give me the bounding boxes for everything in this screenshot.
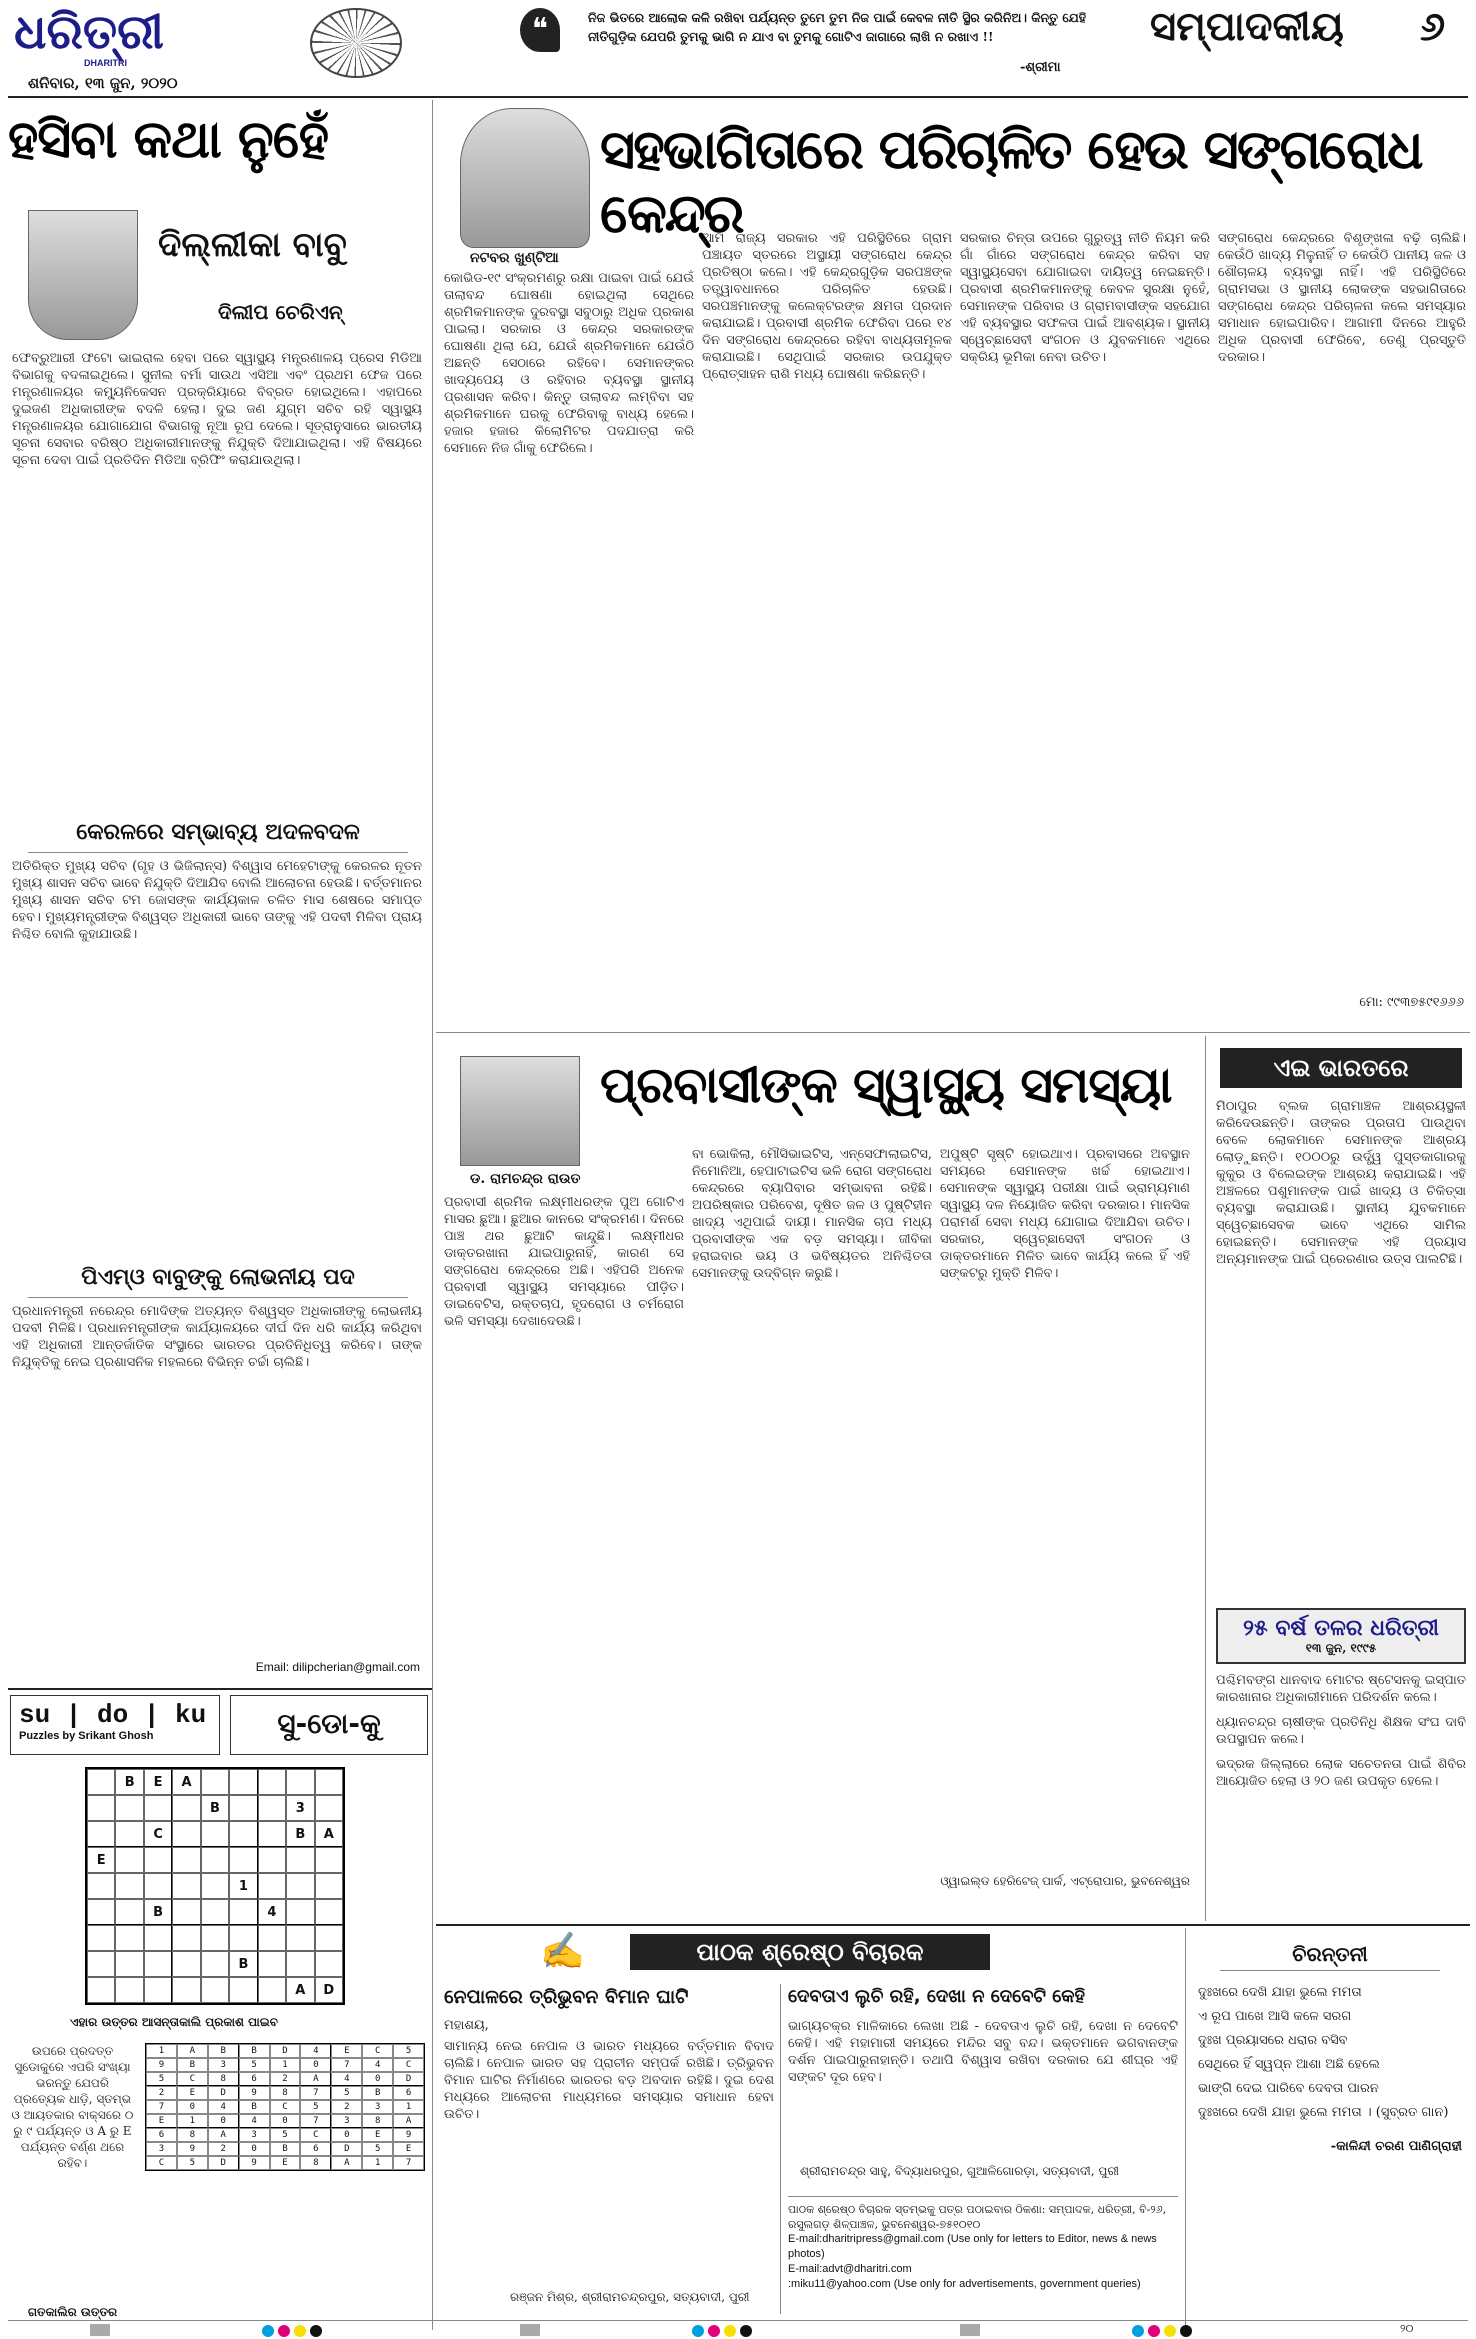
sudoku-answer-cell: A [208, 2128, 239, 2142]
sudoku-answer-cell: 5 [331, 2086, 362, 2100]
sudoku-grid-cell [229, 1899, 257, 1925]
poem-line-5: ଭାଙ୍ଗି ଦେଇ ପାରିବେ ଦେବତା ପାରନ [1198, 2081, 1379, 2096]
lead-body-d: ସଙ୍ଗରୋଧ କେନ୍ଦ୍ରରେ ବିଶୃଙ୍ଖଳା ବଢ଼ି ଚାଲିଛି। କେଉଁଠି ଖାଦ୍ୟ ମିଳୁନାହିଁ ତ କେଉଁଠି ପାନୀୟ ଜଳ ଓ ଶୌଚାଳୟ ବ୍ୟବସ୍ଥା ନାହିଁ। ଏହି ପରିସ୍ଥିତିରେ ଗ୍ରାମସଭା ଓ ସ୍ଥାନୀୟ ଲୋକଙ୍କ ସହଭାଗିତାରେ ସଙ୍ଗରୋଧ କେନ୍ଦ୍ର ପରିଚାଳନା କଲେ ସମସ୍ୟାର ସମାଧାନ ହୋଇପାରିବ। ଆଗାମୀ ଦିନରେ ଆହୁରି ଅଧିକ ପ୍ରବାସୀ ଫେରିବେ, ତେଣୁ ପ୍ରସ୍ତୁତି ଦରକାର। [1218, 231, 1466, 365]
sudoku-grid-cell [201, 1847, 229, 1873]
sudoku-grid-cell: A [172, 1769, 200, 1795]
poem-line-1: ଦୁଃଖରେ ଦେଖି ଯାହା ଭୁଲେ ମମତା [1198, 1985, 1362, 2000]
sudoku-answer-cell: 0 [208, 2114, 239, 2128]
sudoku-answer-cell: 7 [331, 2058, 362, 2072]
cyan-dot [692, 2325, 704, 2337]
sudoku-grid-cell [115, 1951, 143, 1977]
col1-title: ହସିବା କଥା ନୁହେଁ [8, 110, 329, 170]
poem-panel [1190, 1934, 1470, 2314]
section-title: ସମ୍ପାଦକୀୟ [1150, 4, 1344, 50]
sudoku-grid-cell [144, 1795, 172, 1821]
sudoku-grid-cell [201, 1925, 229, 1951]
sudoku-grid-cell [258, 1873, 286, 1899]
col1-email: Email: dilipcherian@gmail.com [255, 1660, 420, 1674]
sudoku-answer-cell: 8 [208, 2072, 239, 2086]
sudoku-answer-cell: A [300, 2072, 331, 2086]
sudoku-answer-grid [145, 2043, 425, 2171]
color-bar-mid-left [520, 2324, 540, 2336]
sudoku-rules: ଉପରେ ପ୍ରଦତ୍ତ ସୁଡୋକୁରେ ଏପରି ସଂଖ୍ୟା ଭରନ୍ତୁ ଯେପରି ପ୍ରତ୍ୟେକ ଧାଡ଼ି, ସ୍ତମ୍ଭ ଓ ଆୟତକାର ବାକ୍ସରେ ୦ ରୁ ୯ ପର୍ଯ୍ୟନ୍ତ ଓ A ରୁ E ପର୍ଯ୍ୟନ୍ତ ବର୍ଣ୍ଣ ଥରେ ରହିବ। [11, 2044, 134, 2170]
sudoku-answer-cell: 1 [146, 2044, 177, 2058]
cmyk-dots-left [260, 2322, 324, 2339]
sudoku-answer-cell: 3 [362, 2100, 393, 2114]
poem-line-2: ଏ ରୂପ ପାଖେ ଆସି କଳେ ସରଗ [1198, 2009, 1352, 2024]
sudoku-answer-cell: 3 [239, 2128, 270, 2142]
sudoku-grid [85, 1767, 345, 2005]
sudoku-grid-cell [172, 1899, 200, 1925]
sudoku-grid-cell [172, 1925, 200, 1951]
sudoku-answer-cell: 9 [239, 2086, 270, 2100]
second-byline: ଡ. ରାମଚନ୍ଦ୍ର ରାଉତ [470, 1171, 581, 1187]
letters-notice-address: ପାଠକ ଶ୍ରେଷ୍ଠ ବିଚାରକ ସ୍ତମ୍ଭକୁ ପତ୍ର ପଠାଇବାର ଠିକଣା: ସମ୍ପାଦକ, ଧରିତ୍ରୀ, ବି-୨୬, ରସୁଲଗଡ଼ ଶିଳ୍ପାଞ୍ଚଳ, ଭୁବନେଶ୍ୱର-୭୫୧୦୧୦ [788, 2203, 1167, 2231]
page-number: ୬ [1420, 4, 1446, 50]
sudoku-answer-cell: E [331, 2044, 362, 2058]
footer-page-code: ୨୦ [1400, 2322, 1414, 2335]
sudoku-grid-cell [144, 1925, 172, 1951]
ei-bharatare-title: ଏଇ ଭାରତରେ [1220, 1048, 1462, 1088]
sudoku-answer-cell: 9 [239, 2156, 270, 2170]
color-bar-mid-right [960, 2324, 980, 2336]
sudoku-grid-cell [172, 1847, 200, 1873]
sudoku-grid-cell [229, 1795, 257, 1821]
subhead-2-rule [28, 1297, 408, 1298]
sudoku-answer-cell: 9 [146, 2058, 177, 2072]
sudoku-answer-cell: D [208, 2156, 239, 2170]
sudoku-answer-cell: E [270, 2156, 301, 2170]
sudoku-grid-cell: B [229, 1951, 257, 1977]
letter-1-author: ରଞ୍ଜନ ମିଶ୍ର, ଶ୍ରୀରାମଚନ୍ଦ୍ରପୁର, ସତ୍ୟବାଦୀ, ପୁରୀ [510, 2290, 750, 2304]
col1-body-1: ଫେବ୍ରୁଆରୀ ଫଟୋ ଭାଇରାଲ ହେବା ପରେ ସ୍ୱାସ୍ଥ୍ୟ ମନ୍ତ୍ରଣାଳୟ ପ୍ରେସ ମିଡିଆ ବିଭାଗକୁ ବଦଳାଇଥିଲେ। ସୁନୀଲ ବର୍ମା ସାଉଥ ଏସିଆ ଏବଂ ପ୍ରଥମ ଫେଜ ପରେ ମନ୍ତ୍ରଣାଳୟର କମ୍ୟୁନିକେସନ ପ୍ରକ୍ରିୟାରେ ବିବ୍ରତ ହୋଇଥିଲେ। ଏହାପରେ ଦୁଇଜଣ ଅଧିକାରୀଙ୍କ ବଦଳି ହେଲା। ଦୁଇ ଜଣ ଯୁଗ୍ମ ସଚିବ ରହି ସ୍ୱାସ୍ଥ୍ୟ ମନ୍ତ୍ରଣାଳୟର ଯୋଗାଯୋଗ ବିଭାଗକୁ ନୂଆ ରୂପ ଦେଲେ। ସୂତ୍ରାନୁସାରେ ଭାରତୀୟ ସୂଚନା ସେବାର ବରିଷ୍ଠ ଅଧିକାରୀମାନଙ୍କୁ ନିଯୁକ୍ତି ଦିଆଯାଇଥିଲା। ଏହି ବିଷୟରେ ସୂଚନା ଦେବା ପାଇଁ ପ୍ରତିଦିନ ମିଡିଆ ବ୍ରିଫିଂ କରାଯାଉଥିଲା। [12, 351, 422, 468]
sudoku-grid-cell [144, 1977, 172, 2003]
black-dot [310, 2325, 322, 2337]
sudoku-answer-cell: 1 [270, 2058, 301, 2072]
black-dot [740, 2325, 752, 2337]
sudoku-answer-cell: 5 [362, 2142, 393, 2156]
sudoku-grid-cell [87, 1821, 115, 1847]
sudoku-grid-cell [172, 1951, 200, 1977]
second-body-c: ଅପୁଷ୍ଟି ସୃଷ୍ଟି ହୋଇଥାଏ। ପ୍ରବାସରେ ଅବସ୍ଥାନ ସମୟରେ ସେମାନଙ୍କ ଖର୍ଚ୍ଚ ହୋଇଥାଏ। ସେମାନଙ୍କ ସ୍ୱାସ୍ଥ୍ୟ ପରୀକ୍ଷା ପାଇଁ ଭ୍ରାମ୍ୟମାଣ ସ୍ୱାସ୍ଥ୍ୟ ଦଳ ନିୟୋଜିତ କରିବା ଦରକାର। ମାନସିକ ପରାମର୍ଶ ସେବା ମଧ୍ୟ ଯୋଗାଇ ଦିଆଯିବା ଉଚିତ। ସରକାର, ସ୍ୱେଚ୍ଛାସେବୀ ସଂଗଠନ ଓ ଡାକ୍ତରମାନେ ମିଳିତ ଭାବେ କାର୍ଯ୍ୟ କଲେ ହିଁ ଏହି ସଙ୍କଟରୁ ମୁକ୍ତି ମିଳିବ। [940, 1147, 1190, 1281]
years-ago-item-2: ଧ୍ୟାନଚନ୍ଦ୍ର ଚାଷୀଙ୍କ ପ୍ରତିନିଧି ଶିକ୍ଷକ ସଂଘ ଦାବି ଉପସ୍ଥାପନ କଲେ। [1216, 1715, 1466, 1747]
poem-line-6: ଦୁଃଖରେ ଦେଖି ଯାହା ଭୁଲେ ମମତା । (ସୁବ୍ରତ ଗାନ) [1198, 2105, 1449, 2120]
sudoku-answer-cell: 2 [208, 2142, 239, 2156]
col1-body-3: ପ୍ରଧାନମନ୍ତ୍ରୀ ନରେନ୍ଦ୍ର ମୋଦିଙ୍କ ଅତ୍ୟନ୍ତ ବିଶ୍ୱସ୍ତ ଅଧିକାରୀଙ୍କୁ ଲୋଭନୀୟ ପଦବୀ ମିଳିଛି। ପ୍ରଧାନମନ୍ତ୍ରୀଙ୍କ କାର୍ଯ୍ୟାଳୟରେ ଦୀର୍ଘ ଦିନ ଧରି କାର୍ଯ୍ୟ କରିଥିବା ଏହି ଅଧିକାରୀ ଆନ୍ତର୍ଜାତିକ ସଂସ୍ଥାରେ ଭାରତର ପ୍ରତିନିଧିତ୍ୱ କରିବେ। ତାଙ୍କ ନିଯୁକ୍ତିକୁ ନେଇ ପ୍ରଶାସନିକ ମହଲରେ ବିଭିନ୍ନ ଚର୍ଚ୍ଚା ଚାଲିଛି। [12, 1304, 422, 1370]
sudoku-grid-cell: 4 [258, 1899, 286, 1925]
sudoku-grid-cell: D [315, 1977, 343, 2003]
sudoku-answer-cell: 6 [146, 2128, 177, 2142]
sudoku-answer-cell: B [208, 2044, 239, 2058]
sudoku-answer-cell: 0 [270, 2114, 301, 2128]
sudoku-answer-cell: 5 [146, 2072, 177, 2086]
sudoku-grid-cell [87, 1899, 115, 1925]
sudoku-grid-cell [172, 1795, 200, 1821]
letters-notice-email-advt[interactable]: E-mail:advt@dharitri.com [788, 2263, 912, 2275]
ashoka-wheel-icon [310, 8, 402, 78]
sudoku-answer-cell: B [362, 2086, 393, 2100]
poem-line-3: ଦୁଃଖ ପ୍ରୟାସରେ ଧରାର ବସିବ [1198, 2033, 1348, 2048]
years-ago-item-3: ଭଦ୍ରକ ଜିଲ୍ଲାରେ ଲୋକ ସଚେତନତା ପାଇଁ ଶିବିର ଆୟୋଜିତ ହେଲା ଓ ୨୦ ଜଣ ଉପକୃତ ହେଲେ। [1216, 1757, 1466, 1789]
sudoku-answer-cell: 7 [300, 2086, 331, 2100]
sudoku-answer-cell: C [177, 2072, 208, 2086]
letter-2-body: ଭାଗ୍ୟଚକ୍ର ମାଳିକାରେ ଲେଖା ଅଛି - ଦେବତାଏ ଲୁଚି ରହି, ଦେଖା ନ ଦେବେଟି କେହି। ଏହି ମହାମାରୀ ସମୟରେ ମନ୍ଦିର ସବୁ ବନ୍ଦ। ଭକ୍ତମାନେ ଭଗବାନଙ୍କ ଦର୍ଶନ ପାଇପାରୁନାହାନ୍ତି। ତଥାପି ବିଶ୍ୱାସ ରଖିବା ଦରକାର ଯେ ଶୀଘ୍ର ଏହି ସଙ୍କଟ ଦୂର ହେବ। [788, 2019, 1178, 2085]
second-title: ପ୍ରବାସୀଙ୍କ ସ୍ୱାସ୍ଥ୍ୟ ସମସ୍ୟା [600, 1056, 1172, 1114]
sudoku-top-rule [8, 1688, 432, 1690]
sudoku-grid-cell [201, 1899, 229, 1925]
sudoku-grid-cell [286, 1873, 314, 1899]
sudoku-grid-cell [229, 1925, 257, 1951]
sudoku-answer-cell: B [239, 2044, 270, 2058]
sudoku-answer-label: ଗତକାଲିର ଉତ୍ତର [27, 2305, 118, 2319]
black-dot [1180, 2325, 1192, 2337]
sudoku-answer-cell: C [362, 2044, 393, 2058]
yellow-dot [724, 2325, 736, 2337]
sudoku-grid-cell: 3 [286, 1795, 314, 1821]
sudoku-grid-cell [201, 1769, 229, 1795]
sudoku-answer-cell: 1 [362, 2156, 393, 2170]
sudoku-answer-cell: 5 [393, 2044, 424, 2058]
sudoku-grid-cell [172, 1821, 200, 1847]
sudoku-grid-cell [201, 1821, 229, 1847]
sudoku-answer-cell: 0 [177, 2100, 208, 2114]
sudoku-answer-cell: 6 [300, 2142, 331, 2156]
sudoku-grid-cell [115, 1899, 143, 1925]
sudoku-grid-cell [87, 1977, 115, 2003]
cyan-dot [1132, 2325, 1144, 2337]
sudoku-brand-box [10, 1695, 220, 1755]
sudoku-grid-cell [115, 1925, 143, 1951]
sudoku-grid-cell [258, 1977, 286, 2003]
lead-article [440, 100, 1470, 1030]
sudoku-answer-cell: 5 [270, 2128, 301, 2142]
sudoku-grid-cell [286, 1769, 314, 1795]
lead-body-b: ଆମ ରାଜ୍ୟ ସରକାର ଏହି ପରିସ୍ଥିତିରେ ଗ୍ରାମ ପଞ୍ଚାୟତ ସ୍ତରରେ ଅସ୍ଥାୟୀ ସଙ୍ଗରୋଧ କେନ୍ଦ୍ର ପ୍ରତିଷ୍ଠା କଲେ। ଏହି କେନ୍ଦ୍ରଗୁଡ଼ିକ ସରପଞ୍ଚଙ୍କ ତତ୍ତ୍ୱାବଧାନରେ ପରିଚାଳିତ ହେଉଛି। ସରପଞ୍ଚମାନଙ୍କୁ କଲେକ୍ଟରଙ୍କ କ୍ଷମତା ପ୍ରଦାନ କରାଯାଇଛି। ପ୍ରବାସୀ ଶ୍ରମିକ ଫେରିବା ପରେ ୧୪ ଦିନ ସଙ୍ଗରୋଧ କେନ୍ଦ୍ରରେ ରହିବା ବାଧ୍ୟତାମୂଳକ କରାଯାଇଛି। ସେଥିପାଇଁ ସରକାର ଉପଯୁକ୍ତ ପ୍ରୋତ୍ସାହନ ରାଶି ମଧ୍ୟ ଘୋଷଣା କରିଛନ୍ତି। [702, 231, 952, 382]
sudoku-note: ଏହାର ଉତ୍ତର ଆସନ୍ତାକାଲି ପ୍ରକାଶ ପାଇବ [70, 2015, 278, 2029]
yellow-dot [294, 2325, 306, 2337]
yellow-dot [1164, 2325, 1176, 2337]
lead-body-a: କୋଭିଡ-୧୯ ସଂକ୍ରମଣରୁ ରକ୍ଷା ପାଇବା ପାଇଁ ଯେଉଁ ତାଲାବନ୍ଦ ଘୋଷଣା ହୋଇଥିଲା ସେଥିରେ ଶ୍ରମିକମାନଙ୍କ ଦୁରବସ୍ଥା ସବୁଠାରୁ ଅଧିକ ପ୍ରକାଶ ପାଇଲା। ସରକାର ଓ କେନ୍ଦ୍ର ସରକାରଙ୍କ ଘୋଷଣା ଥିଲା ଯେ, ଯେଉଁ ଶ୍ରମିକମାନେ ଯେଉଁଠି ଅଛନ୍ତି ସେଠାରେ ରହିବେ। ସେମାନଙ୍କର ଖାଦ୍ୟପେୟ ଓ ରହିବାର ବ୍ୟବସ୍ଥା ସ୍ଥାନୀୟ ପ୍ରଶାସନ କରିବ। କିନ୍ତୁ ତାଲାବନ୍ଦ ଲମ୍ବିବା ସହ ଶ୍ରମିକମାନେ ଘରକୁ ଫେରିବାକୁ ବାଧ୍ୟ ହେଲେ। ହଜାର ହଜାର କିଲୋମିଟର ପଦଯାତ୍ରା କରି ସେମାନେ ନିଜ ଗାଁକୁ ଫେରିଲେ। [444, 271, 694, 456]
lead-byline: ନଟବର ଖୁଣ୍ଟିଆ [470, 250, 559, 266]
column-left [8, 100, 428, 1680]
sudoku-grid-cell: A [315, 1821, 343, 1847]
sudoku-grid-cell: B [144, 1899, 172, 1925]
sudoku-answer-cell: 0 [362, 2072, 393, 2086]
sudoku-answer-cell: C [146, 2156, 177, 2170]
sudoku-grid-cell [258, 1951, 286, 1977]
sudoku-answer-cell: 6 [393, 2086, 424, 2100]
letters-top-rule [436, 1924, 1470, 1926]
cyan-dot [262, 2325, 274, 2337]
sudoku-grid-cell [87, 1769, 115, 1795]
sudoku-grid-cell [115, 1873, 143, 1899]
col1-body-2: ଅତିରିକ୍ତ ମୁଖ୍ୟ ସଚିବ (ଗୃହ ଓ ଭିଜିଲାନ୍ସ) ବିଶ୍ୱାସ ମେହେଟାଙ୍କୁ କେରଳର ନୂତନ ମୁଖ୍ୟ ଶାସନ ସଚିବ ଭାବେ ନିଯୁକ୍ତି ଦିଆଯିବ ବୋଲି ଆଲୋଚନା ହେଉଛି। ବର୍ତ୍ତମାନର ମୁଖ୍ୟ ଶାସନ ସଚିବ ଟମ ଜୋସଙ୍କ କାର୍ଯ୍ୟକାଳ ଚଳିତ ମାସ ଶେଷରେ ସମାପ୍ତ ହେବ। ମୁଖ୍ୟମନ୍ତ୍ରୀଙ୍କ ବିଶ୍ୱସ୍ତ ଅଧିକାରୀ ଭାବେ ତାଙ୍କୁ ଏହି ପଦବୀ ମିଳିବା ପ୍ରାୟ ନିଶ୍ଚିତ ବୋଲି କୁହାଯାଉଛି। [12, 859, 422, 942]
sudoku-answer-cell: B [270, 2142, 301, 2156]
sudoku-grid-cell [315, 1873, 343, 1899]
sudoku-grid-cell [87, 1795, 115, 1821]
sudoku-grid-cell [315, 1925, 343, 1951]
logo-text: ଧରିତ୍ରୀ [14, 4, 164, 60]
sudoku-grid-cell [115, 1821, 143, 1847]
sudoku-answer-cell: E [393, 2142, 424, 2156]
sudoku-answer-cell: A [393, 2114, 424, 2128]
col-divider-3 [1185, 1928, 1186, 2328]
color-bar-left [90, 2324, 110, 2336]
second-author-photo [460, 1056, 580, 1166]
sudoku-answer-cell: E [146, 2114, 177, 2128]
ei-bharatare-body: ମିଠାପୁର ବ୍ଲକ ଗ୍ରାମାଞ୍ଚଳ ଆଶ୍ରୟସ୍ଥଳୀ କରିଦେଉଛନ୍ତି। ତାଙ୍କର ପ୍ରତାପ ପାଉଥିବା ବେଳେ ଲୋକମାନେ ସେମାନଙ୍କ ଆଶ୍ରୟ ଲୋଡ଼ୁଛନ୍ତି। ୧୦୦୦ରୁ ଉର୍ଦ୍ଧ୍ୱ ପୁସ୍ତକାଗାରକୁ କୁକୁର ଓ ବିଲେଇଙ୍କ ଆଶ୍ରୟ କରାଯାଇଛି। ଏହି ଅଞ୍ଚଳରେ ପଶୁମାନଙ୍କ ପାଇଁ ଖାଦ୍ୟ ଓ ଚିକିତ୍ସା ବ୍ୟବସ୍ଥା କରାଯାଉଛି। ସ୍ଥାନୀୟ ଯୁବକମାନେ ସ୍ୱେଚ୍ଛାସେବକ ଭାବେ ଏଥିରେ ସାମିଲ ହୋଇଛନ୍ତି। ସେମାନଙ୍କ ଏହି ପ୍ରୟାସ ଅନ୍ୟମାନଙ୍କ ପାଇଁ ପ୍ରେରଣାର ଉତ୍ସ ପାଲଟିଛି। [1216, 1099, 1466, 1267]
sudoku-answer-cell: 4 [239, 2114, 270, 2128]
dharitri-logo [14, 6, 224, 66]
years-ago-item-1: ପଶ୍ଚିମବଙ୍ଗ ଧାନବାଦ ମୋଟର ଷ୍ଟେସନକୁ ଇସ୍ପାତ କାରଖାନାର ଅଧିକାରୀମାନେ ପରିଦର୍ଶନ କଲେ। [1216, 1673, 1466, 1705]
lead-body-c: ସରକାର ଚିନ୍ତା ଉପରେ ଗୁରୁତ୍ୱ ନୀତି ନିୟମ କରି ଗାଁ ଗାଁରେ ସଙ୍ଗରୋଧ କେନ୍ଦ୍ର କରିବା ସହ ସ୍ୱାସ୍ଥ୍ୟସେବା ଯୋଗାଇବା ଦାୟିତ୍ୱ ନେଇଛନ୍ତି। ପ୍ରବାସୀ ଶ୍ରମିକମାନଙ୍କୁ କେବଳ ସୁରକ୍ଷା ନୁହେଁ, ସେମାନଙ୍କ ପରିବାର ଓ ଗ୍ରାମବାସୀଙ୍କ ସହଯୋଗ ଏହି ବ୍ୟବସ୍ଥାର ସଫଳତା ପାଇଁ ଆବଶ୍ୟକ। ସ୍ଥାନୀୟ ସ୍ୱେଚ୍ଛାସେବୀ ସଂଗଠନ ଓ ଯୁବକମାନେ ଏଥିରେ ସକ୍ରିୟ ଭୂମିକା ନେବା ଉଚିତ। [960, 231, 1210, 365]
lead-author-photo [460, 108, 590, 248]
sudoku-answer-cell: 0 [331, 2128, 362, 2142]
sudoku-answer-cell: A [177, 2044, 208, 2058]
poem-title: ଚିରନ୍ତନୀ [1220, 1942, 1440, 1971]
col1-subhead-1: କେରଳରେ ସମ୍ଭାବ୍ୟ ଅଦଳବଦଳ [76, 820, 360, 845]
sudoku-answer-cell: 4 [331, 2072, 362, 2086]
sudoku-grid-cell [229, 1847, 257, 1873]
sudoku-odia-title: ସୁ-ଡୋ-କୁ [230, 1695, 428, 1755]
sudoku-grid-cell [258, 1769, 286, 1795]
letters-header: ପାଠକ ଶ୍ରେଷ୍ଠ ବିଚାରକ [630, 1934, 990, 1970]
sudoku-answer-cell: 3 [146, 2142, 177, 2156]
sudoku-answer-cell: 0 [239, 2142, 270, 2156]
years-ago-date: ୧୩ ଜୁନ, ୧୯୯୫ [1305, 1641, 1377, 1655]
letters-notice [788, 2202, 1178, 2292]
col1-subhead-2: ପିଏମ୍ଓ ବାବୁଙ୍କୁ ଲୋଭନୀୟ ପଦ [81, 1265, 355, 1290]
sudoku-grid-cell: B [201, 1795, 229, 1821]
sudoku-answer-cell: 2 [270, 2072, 301, 2086]
sudoku-grid-cell [258, 1925, 286, 1951]
sudoku-answer-cell: C [270, 2100, 301, 2114]
sudoku-grid-cell [144, 1847, 172, 1873]
sudoku-answer-cell: B [239, 2100, 270, 2114]
second-body-b: ବା ଭୋକିଲା, ମୌସିଭାଇଟିସ, ଏନ୍ସେଫାଲାଇଟିସ, ନିମୋନିଆ, ହେପାଟାଇଟିସ ଭଳି ରୋଗ ସଙ୍ଗରୋଧ କେନ୍ଦ୍ରରେ ବ୍ୟାପିବାର ସମ୍ଭାବନା ରହିଛି। ଅପରିଷ୍କାର ପରିବେଶ, ଦୂଷିତ ଜଳ ଓ ପୁଷ୍ଟିହୀନ ଖାଦ୍ୟ ଏଥିପାଇଁ ଦାୟୀ। ମାନସିକ ଚାପ ମଧ୍ୟ ପ୍ରବାସୀଙ୍କ ଏକ ବଡ଼ ସମସ୍ୟା। ଜୀବିକା ହରାଇବାର ଭୟ ଓ ଭବିଷ୍ୟତର ଅନିଶ୍ଚିତତା ସେମାନଙ୍କୁ ଉଦ୍‌ବିଗ୍ନ କରୁଛି। [692, 1147, 932, 1281]
sudoku-grid-cell [201, 1977, 229, 2003]
sudoku-grid-cell [315, 1769, 343, 1795]
letter-2-title: ଦେବତାଏ ଲୁଚି ରହି, ଦେଖା ନ ଦେବେଟି କେହି [788, 1986, 1086, 2007]
footer-rule [8, 2320, 1468, 2321]
date-line: ଶନିବାର, ୧୩ ଜୁନ, ୨୦୨୦ [28, 74, 178, 92]
sudoku-answer-cell: 1 [177, 2114, 208, 2128]
cmyk-dots-mid [690, 2322, 754, 2339]
sudoku-grid-cell: E [87, 1847, 115, 1873]
lead-contact: ମୋ: ୯୯୩୭୫୯୧୬୬୬ [1359, 995, 1464, 1010]
sudoku-answer-cell: D [393, 2072, 424, 2086]
letters-notice-email-editor[interactable]: E-mail:dharitripress@gmail.com (Use only for letters to Editor, news & news photos) [788, 2233, 1157, 2260]
sudoku-answer-cell: E [362, 2128, 393, 2142]
columnist-photo [28, 210, 138, 340]
letter-1-title: ନେପାଳରେ ତ୍ରିଭୁବନ ବିମାନ ଘାଟି [444, 1986, 689, 2008]
magenta-dot [708, 2325, 720, 2337]
cmyk-dots-right [1130, 2322, 1194, 2339]
sudoku-panel [10, 1695, 428, 2330]
poem-line-4: ସେଥିରେ ହିଁ ସ୍ୱପ୍ନ ଆଶା ଅଛି ହେଲେ [1198, 2057, 1380, 2072]
sudoku-answer-cell: 8 [270, 2086, 301, 2100]
letters-section [440, 1928, 1180, 2328]
sudoku-grid-cell [144, 1951, 172, 1977]
subhead-1-rule [28, 852, 408, 853]
col1-kicker: ଦିଲ୍ଲୀକା ବାବୁ [158, 225, 347, 265]
sudoku-answer-cell: C [300, 2128, 331, 2142]
second-contact: ଓ୍ୱାଇଲ୍ଡ ହେରିଟେଜ୍ ପାର୍କ, ଏଟ୍ରୋପାର, ଭୁବନେଶ୍ୱର [940, 1874, 1190, 1888]
sudoku-grid-cell: C [144, 1821, 172, 1847]
sudoku-grid-cell [172, 1977, 200, 2003]
sudoku-answer-cell: 5 [239, 2058, 270, 2072]
sudoku-answer-cell: 6 [239, 2072, 270, 2086]
sudoku-grid-cell [229, 1821, 257, 1847]
lead-bottom-rule [436, 1032, 1470, 1033]
years-ago-badge [1216, 1608, 1466, 1664]
poem-author: -କାଳିନ୍ଦୀ ଚରଣ ପାଣିଗ୍ରାହୀ [1330, 2139, 1462, 2154]
sudoku-grid-cell: A [286, 1977, 314, 2003]
sudoku-answer-cell: 7 [393, 2156, 424, 2170]
sudoku-answer-cell: 7 [146, 2100, 177, 2114]
sudoku-answer-cell: E [177, 2086, 208, 2100]
masthead [0, 0, 1476, 100]
letter-1-body: ସାମାନ୍ୟ ନେଇ ନେପାଳ ଓ ଭାରତ ମଧ୍ୟରେ ବର୍ତ୍ତମାନ ବିବାଦ ଚାଲିଛି। ନେପାଳ ଭାରତ ସହ ପ୍ରାଚୀନ ସମ୍ପର୍କ ରଖିଛି। ତ୍ରିଭୁବନ ବିମାନ ଘାଟିର ନିର୍ମାଣରେ ଭାରତର ବଡ଼ ଅବଦାନ ରହିଛି। ଦୁଇ ଦେଶ ମଧ୍ୟରେ ଆଲୋଚନା ମାଧ୍ୟମରେ ସମସ୍ୟାର ସମାଧାନ ହେବା ଉଚିତ। [444, 2039, 774, 2122]
quote-mark-icon: ❝ [520, 8, 560, 52]
sudoku-answer-cell: C [393, 2058, 424, 2072]
sudoku-grid-cell [87, 1951, 115, 1977]
years-ago-title: ୨୫ ବର୍ଷ ତଳର ଧରିତ୍ରୀ [1243, 1616, 1439, 1641]
sudoku-grid-cell [258, 1795, 286, 1821]
logo-sub: DHARITRI [84, 58, 127, 68]
sudoku-answer-cell: 8 [362, 2114, 393, 2128]
sudoku-answer-cell: 1 [393, 2100, 424, 2114]
letter-2-author: ଶ୍ରୀରାମଚନ୍ଦ୍ର ସାହୁ, ବିଦ୍ୟାଧରପୁର, ଗୁଆଳିଗୋରଡ଼ା, ସତ୍ୟବାଦୀ, ପୁରୀ [800, 2164, 1120, 2178]
sudoku-answer-cell: 4 [300, 2044, 331, 2058]
sudoku-grid-cell [315, 1951, 343, 1977]
sudoku-answer-cell: 3 [331, 2114, 362, 2128]
sudoku-answer-cell: A [331, 2156, 362, 2170]
sudoku-answer-cell: 8 [177, 2128, 208, 2142]
col1-byline: ଦିଲୀପ ଚେରିଏନ୍ [218, 300, 343, 324]
sudoku-grid-cell [286, 1951, 314, 1977]
second-body-a: ପ୍ରବାସୀ ଶ୍ରମିକ ଲକ୍ଷ୍ମୀଧରଙ୍କ ପୁଅ ଗୋଟିଏ ମାସର ଛୁଆ। ଛୁଆର କାନରେ ସଂକ୍ରମଣ। ଦିନରେ ପାଞ୍ଚ ଥର ଛୁଆଟି କାନ୍ଦୁଛି। ଲକ୍ଷ୍ମୀଧର ଡାକ୍ତରଖାନା ଯାଇପାରୁନାହିଁ, କାରଣ ସେ ସଙ୍ଗରୋଧ କେନ୍ଦ୍ରରେ ଅଛି। ଏହିପରି ଅନେକ ପ୍ରବାସୀ ସ୍ୱାସ୍ଥ୍ୟ ସମସ୍ୟାରେ ପୀଡ଼ିତ। ଡାଇବେଟିସ, ରକ୍ତଚାପ, ହୃଦରୋଗ ଓ ଚର୍ମରୋଗ ଭଳି ସମସ୍ୟା ଦେଖାଦେଉଛି। [444, 1195, 684, 1329]
sudoku-puzzles-by: Puzzles by Srikant Ghosh [19, 1730, 154, 1742]
pen-icon: ✍ [540, 1931, 585, 1972]
sudoku-answer-cell: 4 [362, 2058, 393, 2072]
notice-rule [788, 2196, 1178, 2197]
sudoku-answer-cell: 8 [300, 2156, 331, 2170]
sudoku-grid-cell [87, 1925, 115, 1951]
sudoku-grid-cell: B [115, 1769, 143, 1795]
sudoku-answer-cell: 4 [208, 2100, 239, 2114]
sudoku-grid-cell [229, 1769, 257, 1795]
sudoku-grid-cell [315, 1795, 343, 1821]
sudoku-answer-cell: D [208, 2086, 239, 2100]
col-divider-1 [432, 100, 433, 2330]
sudoku-grid-cell [87, 1873, 115, 1899]
letters-divider [780, 1984, 781, 2314]
sudoku-answer-cell: D [331, 2142, 362, 2156]
sudoku-grid-cell [286, 1925, 314, 1951]
magenta-dot [1148, 2325, 1160, 2337]
sudoku-grid-cell [258, 1847, 286, 1873]
second-article [440, 1036, 1200, 1916]
sudoku-answer-cell: 9 [177, 2142, 208, 2156]
sudoku-grid-cell [115, 1977, 143, 2003]
sudoku-grid-cell: B [286, 1821, 314, 1847]
sudoku-grid-cell: 1 [229, 1873, 257, 1899]
sudoku-answer-cell: D [270, 2044, 301, 2058]
sudoku-grid-cell [115, 1795, 143, 1821]
sudoku-grid-cell [286, 1899, 314, 1925]
quote-text: ନିଜ ଭିତରେ ଆଲୋକ କଳି ରଖିବା ପର୍ଯ୍ୟନ୍ତ ତୁମେ ତୁମ ନିଜ ପାଇଁ କେବଳ ନୀତି ସ୍ଥିର କରିନିଅ। କିନ୍ତୁ ଯେହି ନୀତିଗୁଡ଼ିକ ଯେପରି ତୁମକୁ ଭାଗି ନ ଯାଏ ବା ତୁମକୁ ଗୋଟିଏ ଜାଗାରେ ଲାଖି ନ ରଖାଏ !! [588, 10, 1087, 44]
letters-notice-email-misc[interactable]: :miku11@yahoo.com (Use only for advertisements, government queries) [788, 2278, 1141, 2290]
sudoku-grid-cell [201, 1951, 229, 1977]
sudoku-answer-cell: 3 [208, 2058, 239, 2072]
letter-1-salute: ମହାଶୟ, [444, 2018, 489, 2033]
sudoku-answer-cell: 7 [300, 2114, 331, 2128]
sudoku-grid-cell [286, 1847, 314, 1873]
lead-title: ସହଭାଗିତାରେ ପରିଚାଳିତ ହେଉ ସଙ୍ଗରୋଧ କେନ୍ଦ୍ର [600, 118, 1422, 245]
sudoku-grid-cell [144, 1873, 172, 1899]
sudoku-grid-cell [115, 1847, 143, 1873]
magenta-dot [278, 2325, 290, 2337]
col-divider-2 [1205, 1036, 1206, 1921]
sudoku-grid-cell [315, 1847, 343, 1873]
registration-marks [0, 2322, 1476, 2338]
ei-bharatare-panel [1210, 1036, 1472, 1921]
sudoku-answer-cell: B [177, 2058, 208, 2072]
sudoku-answer-cell: 2 [146, 2086, 177, 2100]
sudoku-brand: su | do | ku [19, 1700, 207, 1730]
sudoku-grid-cell [258, 1821, 286, 1847]
sudoku-answer-cell: 2 [331, 2100, 362, 2114]
sudoku-grid-cell: E [144, 1769, 172, 1795]
sudoku-answer-cell: 5 [300, 2100, 331, 2114]
sudoku-answer-cell: 9 [393, 2128, 424, 2142]
sudoku-grid-cell [229, 1977, 257, 2003]
masthead-divider [8, 96, 1468, 98]
sudoku-grid-cell [172, 1873, 200, 1899]
sudoku-grid-cell [201, 1873, 229, 1899]
sudoku-grid-cell [315, 1899, 343, 1925]
sudoku-answer-cell: 0 [300, 2058, 331, 2072]
quote-author: -ଶ୍ରୀମା [1020, 60, 1061, 75]
sudoku-answer-cell: 5 [177, 2156, 208, 2170]
